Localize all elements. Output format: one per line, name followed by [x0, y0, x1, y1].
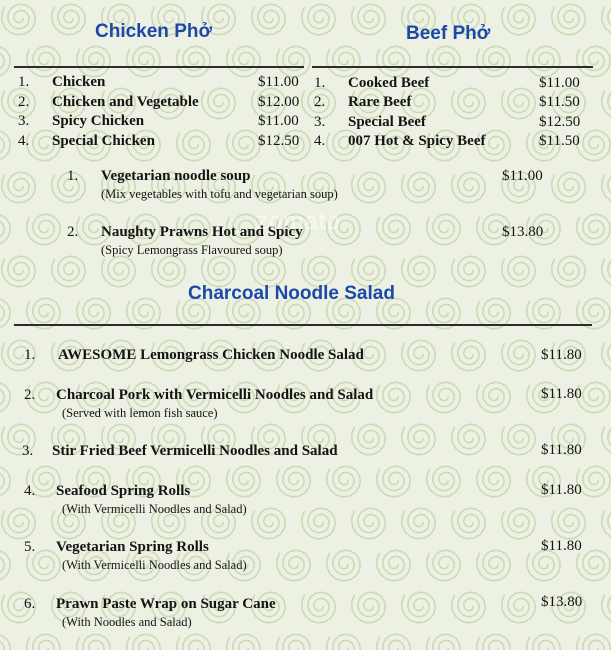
swirl-ornament — [552, 508, 586, 539]
swirl-ornament — [402, 508, 436, 539]
item-description: (Spicy Lemongrass Flavoured soup) — [101, 243, 283, 257]
swirl-ornament — [52, 256, 86, 287]
swirl-ornament — [377, 550, 411, 581]
item-name: Spicy Chicken — [52, 113, 145, 129]
item-number: 1. — [67, 168, 79, 184]
swirl-ornament — [327, 550, 361, 581]
item-price: $13.80 — [502, 224, 544, 240]
item-price: $11.50 — [539, 94, 580, 110]
swirl-ornament — [377, 46, 411, 77]
swirl-ornament — [402, 172, 436, 203]
swirl-ornament — [377, 214, 411, 245]
swirl-ornament — [77, 634, 111, 650]
swirl-ornament — [502, 340, 536, 371]
swirl-ornament — [577, 46, 611, 77]
item-description: (With Vermicelli Noodles and Salad) — [62, 558, 247, 572]
swirl-ornament — [252, 4, 285, 35]
swirl-ornament — [152, 256, 186, 287]
swirl-ornament — [402, 592, 436, 623]
item-number: 4. — [18, 133, 30, 149]
item-price: $11.80 — [541, 386, 582, 402]
swirl-ornament — [302, 508, 336, 539]
item-number: 5. — [24, 539, 36, 555]
swirl-ornament — [2, 508, 36, 539]
swirl-ornament — [552, 172, 586, 203]
swirl-ornament — [452, 172, 486, 203]
swirl-ornament — [27, 634, 61, 650]
swirl-ornament — [227, 466, 260, 497]
item-price: $11.80 — [541, 482, 582, 498]
swirl-ornament — [427, 466, 461, 497]
swirl-ornament — [77, 46, 111, 77]
item-number: 6. — [24, 596, 36, 612]
swirl-ornament — [502, 592, 536, 623]
swirl-ornament — [327, 634, 361, 650]
item-price: $11.00 — [502, 168, 543, 184]
item-price: $12.50 — [258, 133, 300, 149]
swirl-ornament — [527, 634, 561, 650]
swirl-ornament — [602, 172, 611, 203]
swirl-ornament — [302, 592, 336, 623]
item-price: $11.00 — [539, 75, 580, 91]
swirl-ornament — [0, 550, 10, 581]
item-number: 3. — [22, 443, 34, 459]
swirl-ornament — [177, 46, 211, 77]
item-price: $11.80 — [541, 347, 582, 363]
swirl-ornament — [477, 634, 511, 650]
swirl-ornament — [127, 46, 161, 77]
swirl-ornament — [227, 46, 260, 77]
item-name: Vegetarian noodle soup — [101, 168, 251, 184]
swirl-ornament — [602, 4, 611, 35]
swirl-ornament — [577, 634, 611, 650]
item-price: $12.00 — [258, 94, 300, 110]
swirl-ornament — [477, 550, 511, 581]
swirl-ornament — [352, 508, 386, 539]
item-price: $11.50 — [539, 133, 580, 149]
item-number: 3. — [314, 114, 326, 130]
item-description: (Mix vegetables with tofu and vegetarian soup) — [101, 187, 338, 201]
swirl-ornament — [252, 508, 285, 539]
item-number: 2. — [24, 387, 36, 403]
swirl-ornament — [0, 634, 10, 650]
item-number: 4. — [24, 483, 36, 499]
item-name: Naughty Prawns Hot and Spicy — [101, 224, 303, 240]
item-name: Chicken and Vegetable — [52, 94, 199, 110]
chicken-pho-heading: Chicken Phở — [95, 21, 212, 42]
swirl-ornament — [352, 592, 386, 623]
swirl-ornament — [377, 634, 411, 650]
swirl-ornament — [0, 382, 10, 413]
swirl-ornament — [427, 634, 461, 650]
chicken-section-rule — [14, 66, 304, 68]
swirl-ornament — [552, 4, 586, 35]
item-number: 1. — [314, 75, 326, 91]
swirl-ornament — [452, 340, 486, 371]
swirl-ornament — [327, 46, 361, 77]
item-description: (Served with lemon fish sauce) — [62, 406, 218, 420]
swirl-ornament — [602, 88, 611, 119]
swirl-ornament — [402, 340, 436, 371]
swirl-ornament — [352, 172, 386, 203]
swirl-ornament — [452, 256, 486, 287]
swirl-ornament — [602, 256, 611, 287]
swirl-ornament — [577, 466, 611, 497]
swirl-ornament — [277, 634, 311, 650]
item-name: Stir Fried Beef Vermicelli Noodles and Salad — [52, 443, 338, 459]
item-name: Special Chicken — [52, 133, 155, 149]
swirl-ornament — [102, 256, 136, 287]
item-number: 3. — [18, 113, 30, 129]
item-number: 2. — [18, 94, 30, 110]
item-name: 007 Hot & Spicy Beef — [348, 133, 486, 149]
swirl-ornament — [527, 46, 561, 77]
item-name: AWESOME Lemongrass Chicken Noodle Salad — [58, 347, 364, 363]
swirl-ornament — [277, 550, 311, 581]
swirl-ornament — [502, 424, 536, 455]
swirl-ornament — [427, 382, 461, 413]
swirl-ornament — [502, 256, 536, 287]
swirl-ornament — [27, 46, 61, 77]
swirl-ornament — [602, 592, 611, 623]
item-name: Cooked Beef — [348, 75, 430, 91]
swirl-ornament — [277, 466, 311, 497]
swirl-ornament — [577, 130, 611, 161]
item-name: Charcoal Pork with Vermicelli Noodles and Salad — [56, 387, 374, 403]
item-description: (With Vermicelli Noodles and Salad) — [62, 502, 247, 516]
swirl-ornament — [577, 382, 611, 413]
swirl-ornament — [302, 4, 336, 35]
swirl-ornament — [227, 634, 260, 650]
swirl-ornament — [577, 214, 611, 245]
swirl-ornament — [452, 508, 486, 539]
item-number: 4. — [314, 133, 326, 149]
swirl-ornament — [477, 382, 511, 413]
swirl-ornament — [552, 256, 586, 287]
item-price: $11.00 — [258, 74, 299, 90]
swirl-ornament — [452, 592, 486, 623]
swirl-ornament — [2, 172, 36, 203]
swirl-ornament — [427, 46, 461, 77]
item-number: 2. — [67, 224, 79, 240]
swirl-ornament — [502, 4, 536, 35]
swirl-ornament — [202, 88, 236, 119]
item-price: $11.80 — [541, 538, 582, 554]
swirl-ornament — [52, 4, 86, 35]
item-number: 1. — [18, 74, 30, 90]
swirl-ornament — [502, 508, 536, 539]
item-name: Special Beef — [348, 114, 426, 130]
swirl-ornament — [377, 382, 411, 413]
zomato-watermark: zomato — [256, 208, 341, 235]
item-price: $13.80 — [541, 594, 583, 610]
item-name: Prawn Paste Wrap on Sugar Cane — [56, 596, 276, 612]
item-price: $11.80 — [541, 442, 582, 458]
swirl-ornament — [2, 256, 36, 287]
swirl-ornament — [452, 88, 486, 119]
swirl-ornament — [0, 298, 10, 329]
charcoal-noodle-salad-heading: Charcoal Noodle Salad — [188, 283, 395, 304]
swirl-ornament — [427, 550, 461, 581]
swirl-ornament — [0, 130, 10, 161]
swirl-ornament — [27, 214, 61, 245]
swirl-ornament — [602, 508, 611, 539]
item-price: $11.00 — [258, 113, 299, 129]
swirl-ornament — [2, 4, 36, 35]
item-name: Rare Beef — [348, 94, 412, 110]
item-name: Chicken — [52, 74, 106, 90]
swirl-ornament — [127, 634, 161, 650]
charcoal-section-rule — [14, 324, 592, 326]
item-name: Seafood Spring Rolls — [56, 483, 191, 499]
swirl-ornament — [377, 466, 411, 497]
swirl-ornament — [477, 466, 511, 497]
swirl-ornament — [402, 256, 436, 287]
swirl-ornament — [452, 424, 486, 455]
swirl-ornament — [502, 88, 536, 119]
swirl-ornament — [352, 424, 386, 455]
item-price: $12.50 — [539, 114, 581, 130]
item-name: Vegetarian Spring Rolls — [56, 539, 209, 555]
item-description: (With Noodles and Salad) — [62, 615, 192, 629]
beef-section-rule — [312, 66, 593, 68]
swirl-ornament — [477, 46, 511, 77]
swirl-ornament — [602, 340, 611, 371]
swirl-ornament — [352, 4, 386, 35]
swirl-ornament — [0, 46, 10, 77]
swirl-ornament — [0, 214, 10, 245]
item-number: 2. — [314, 94, 326, 110]
swirl-ornament — [602, 424, 611, 455]
swirl-ornament — [277, 46, 311, 77]
swirl-ornament — [577, 550, 611, 581]
swirl-ornament — [177, 634, 211, 650]
swirl-ornament — [227, 130, 260, 161]
item-number: 1. — [24, 347, 36, 363]
swirl-ornament — [0, 466, 10, 497]
beef-pho-heading: Beef Phở — [406, 23, 491, 44]
swirl-ornament — [177, 130, 211, 161]
swirl-ornament — [402, 424, 436, 455]
swirl-ornament — [427, 214, 461, 245]
swirl-ornament — [327, 466, 361, 497]
